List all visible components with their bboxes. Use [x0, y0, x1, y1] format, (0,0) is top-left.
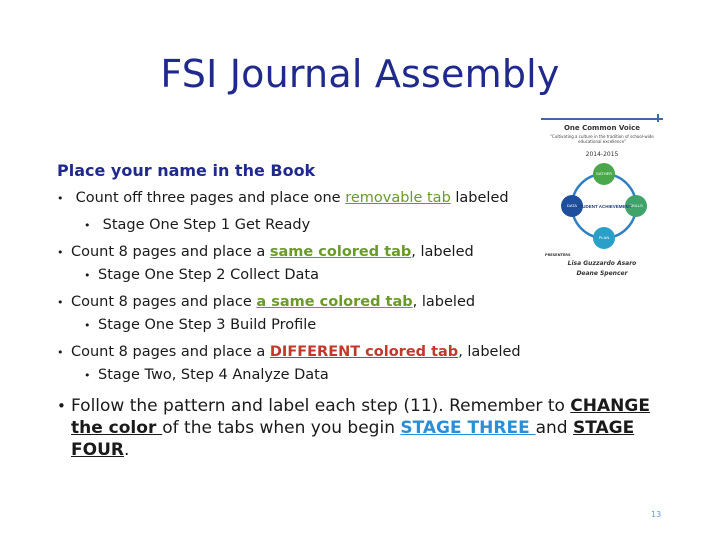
poster-heading: One Common Voice	[563, 124, 641, 132]
bullet-text-end: , labeled	[458, 344, 521, 360]
bullet-text-end: , labeled	[411, 244, 474, 260]
bullet-item	[57, 294, 475, 310]
node-bottom-label: PLAN	[598, 235, 610, 240]
sub-bullet-text: Stage One Step 3 Build Profile	[98, 317, 317, 333]
node-left-label: DATA	[566, 203, 578, 208]
bullet-text-end: labeled	[450, 190, 509, 206]
cycle-center-label: STUDENT ACHIEVEMENT	[576, 204, 632, 209]
instruction-text-1: Follow the pattern and label each step (11). Remember to	[71, 396, 571, 416]
bullet-text-end: , labeled	[412, 294, 476, 310]
bullet-dot-icon: •	[57, 246, 64, 259]
page-number: 13	[651, 510, 662, 519]
instruction-stage-three: STAGE THREE	[400, 418, 536, 438]
bullet-emphasis: a same colored tab	[256, 294, 413, 310]
bullet-item	[57, 344, 521, 360]
poster-presenter-1: Lisa Guzzardo Asaro	[567, 260, 637, 267]
bullet-emphasis: same colored tab	[269, 244, 412, 260]
slide-title: FSI Journal Assembly	[160, 52, 560, 96]
instruction-text-2: of the tabs when you begin	[162, 418, 401, 438]
sub-bullet-item	[84, 267, 319, 283]
bullet-dot-icon: •	[84, 369, 91, 382]
instruction-change-color: CHANGE the color	[71, 396, 650, 438]
bullet-dot-icon: •	[57, 346, 64, 359]
sub-bullet-item	[84, 367, 329, 383]
instruction-text-3: and	[535, 418, 573, 438]
bullet-dot-icon: •	[84, 269, 91, 282]
bullet-text: Count off three pages and place one	[75, 190, 346, 206]
bullet-dot-icon: •	[57, 296, 64, 309]
instruction-stage-four: STAGE FOUR	[71, 418, 635, 460]
poster-presenter-2: Deane Spencer	[576, 270, 628, 277]
poster-years: 2014-2015	[585, 151, 619, 158]
poster-top-rule	[541, 118, 663, 120]
bullet-text: Count 8 pages and place a	[71, 244, 270, 260]
sub-bullet-text: Stage Two, Step 4 Analyze Data	[98, 367, 329, 383]
bullet-dot-icon: •	[84, 319, 91, 332]
sub-bullet-item	[84, 317, 316, 333]
bullet-text: Count 8 pages and place a	[71, 344, 270, 360]
bullet-item	[57, 244, 474, 260]
node-right-label: SKILLS	[629, 203, 643, 208]
bullet-dot-icon: •	[84, 219, 91, 232]
subtitle: Place your name in the Book	[57, 161, 316, 180]
presentation-poster-image	[541, 118, 663, 288]
node-top-label: GATHER	[595, 171, 613, 176]
bullet-text: Count 8 pages and place	[71, 294, 257, 310]
bullet-dot-icon: •	[57, 397, 66, 415]
poster-presenters-label: PRESENTERS	[545, 253, 571, 257]
bullet-item	[57, 190, 509, 206]
poster-tagline: "Cultivating a culture in the tradition of school-wide educational excellence"	[550, 134, 654, 144]
poster-rule-tick	[657, 114, 659, 122]
bullet-emphasis: removable tab	[345, 190, 451, 206]
sub-bullet-text: Stage One Step 1 Get Ready	[102, 217, 311, 233]
sub-bullet-item	[84, 217, 310, 233]
final-instruction	[57, 395, 667, 461]
bullet-dot-icon: •	[57, 192, 64, 205]
bullet-emphasis: DIFFERENT colored tab	[269, 344, 459, 360]
sub-bullet-text: Stage One Step 2 Collect Data	[98, 267, 319, 283]
instruction-text-4: .	[123, 440, 130, 460]
